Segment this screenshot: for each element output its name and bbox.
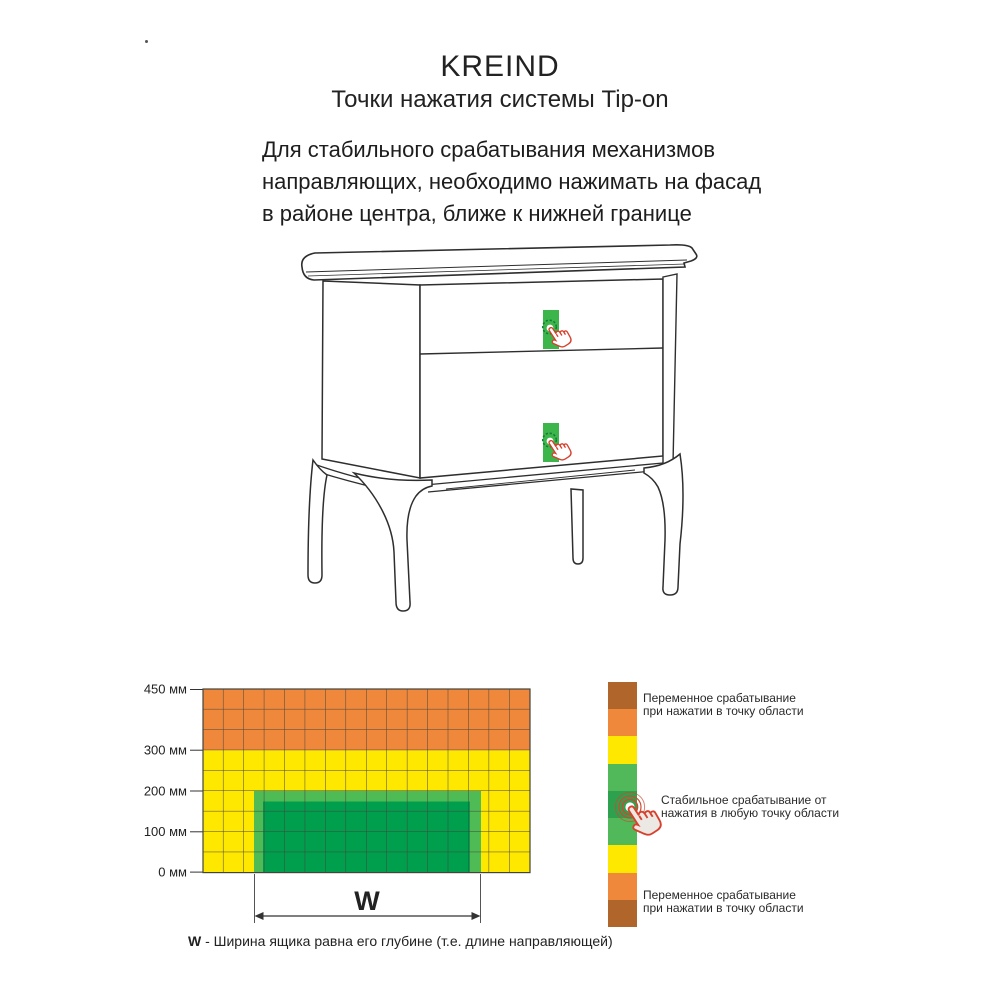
stray-dot <box>145 40 148 43</box>
legend-label-stable <box>661 794 839 819</box>
footnote-symbol: W <box>188 933 202 949</box>
legend-label-variable-top <box>643 692 804 717</box>
footnote-text: - Ширина ящика равна его глубине (т.е. длине направляющей) <box>201 933 613 949</box>
diagram-footnote <box>188 933 613 949</box>
front-right-leg <box>644 454 683 595</box>
legend-segment-yellow <box>608 736 637 763</box>
axis-label: 300 мм <box>143 742 187 758</box>
legend-segment-orange <box>608 709 637 736</box>
front-left-leg <box>354 473 432 611</box>
cabinet-legs <box>308 454 683 611</box>
cabinet-top <box>302 245 697 280</box>
y-axis-labels <box>144 682 187 880</box>
legend-line: нажатия в любую точку области <box>661 805 840 820</box>
cabinet-body <box>322 274 677 478</box>
axis-label: 0 мм <box>158 864 187 880</box>
legend-line: при нажатии в точку области <box>643 900 804 915</box>
intro-line: в районе центра, ближе к нижней границе <box>262 201 692 226</box>
legend-line: Переменное срабатывание <box>643 888 796 902</box>
page-title: KREIND <box>440 50 560 83</box>
legend-line: при нажатии в точку области <box>643 703 804 718</box>
intro-paragraph <box>262 134 782 230</box>
zone-grid <box>203 689 530 873</box>
drawer-fronts <box>420 279 663 478</box>
right-post <box>663 274 677 464</box>
axis-label: 100 мм <box>143 824 187 839</box>
legend-segment-orange <box>608 873 637 900</box>
press-zone-diagram <box>140 680 560 960</box>
legend-segment-brown <box>608 900 637 927</box>
page-subtitle: Точки нажатия системы Tip-on <box>331 86 669 113</box>
axis-label: 450 мм <box>143 681 187 697</box>
axis-label: 200 мм <box>143 783 187 799</box>
width-dimension <box>255 874 481 923</box>
legend-line: Переменное срабатывание <box>643 691 796 705</box>
y-axis <box>190 690 203 873</box>
legend-line: Стабильное срабатывание от <box>661 793 827 807</box>
intro-line: направляющих, необходимо нажимать на фасад <box>262 169 762 194</box>
width-label: W <box>354 886 380 916</box>
rear-left-leg <box>308 460 327 583</box>
legend-label-variable-bottom <box>643 889 804 914</box>
intro-line: Для стабильного срабатывания механизмов <box>262 137 716 162</box>
nightstand-drawing <box>250 240 750 640</box>
rear-right-leg <box>571 489 583 564</box>
legend-segment-brown <box>608 682 637 709</box>
side-panel <box>322 281 420 478</box>
